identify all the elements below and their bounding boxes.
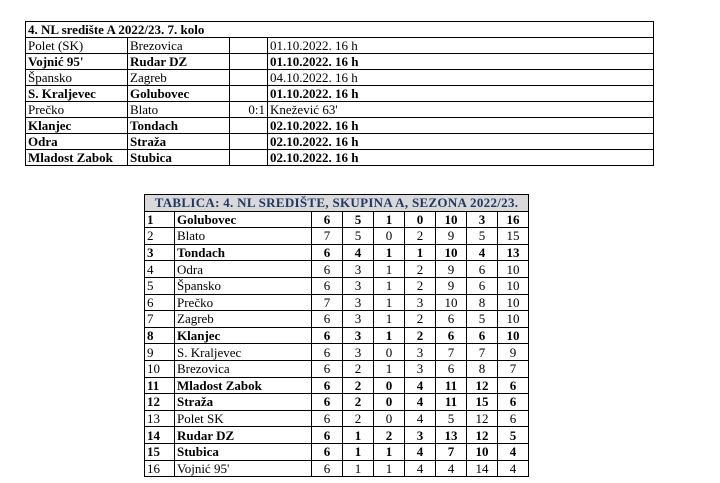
goals-for: 10 xyxy=(436,294,467,311)
home-team: Vojnić 95' xyxy=(26,54,128,70)
result-row xyxy=(26,150,654,166)
goals-for: 6 xyxy=(436,311,467,328)
losses: 4 xyxy=(405,410,436,427)
goals-for: 13 xyxy=(436,427,467,444)
home-team: Klanjec xyxy=(26,118,128,134)
goals-against: 6 xyxy=(467,277,498,294)
losses: 2 xyxy=(405,228,436,245)
wins: 2 xyxy=(343,377,374,394)
goals-against: 4 xyxy=(467,244,498,261)
standings-title-row xyxy=(145,195,529,212)
points: 5 xyxy=(498,427,529,444)
played: 6 xyxy=(312,460,343,477)
match-info: Knežević 63' xyxy=(268,102,654,118)
goals-against: 7 xyxy=(467,344,498,361)
losses: 2 xyxy=(405,327,436,344)
wins: 3 xyxy=(343,327,374,344)
team-name: Brezovica xyxy=(175,360,312,377)
standings-row xyxy=(145,228,529,245)
wins: 1 xyxy=(343,460,374,477)
draws: 0 xyxy=(374,344,405,361)
team-name: Polet SK xyxy=(175,410,312,427)
rank: 10 xyxy=(145,360,175,377)
goals-for: 10 xyxy=(436,211,467,228)
team-name: S. Kraljevec xyxy=(175,344,312,361)
match-score xyxy=(230,86,268,102)
match-score xyxy=(230,150,268,166)
rank: 9 xyxy=(145,344,175,361)
team-name: Zagreb xyxy=(175,311,312,328)
standings-row xyxy=(145,244,529,261)
goals-for: 6 xyxy=(436,327,467,344)
goals-for: 10 xyxy=(436,244,467,261)
away-team: Golubovec xyxy=(128,86,230,102)
losses: 2 xyxy=(405,261,436,278)
draws: 2 xyxy=(374,427,405,444)
wins: 2 xyxy=(343,360,374,377)
points: 10 xyxy=(498,261,529,278)
played: 6 xyxy=(312,277,343,294)
away-team: Zagreb xyxy=(128,70,230,86)
team-name: Tondach xyxy=(175,244,312,261)
goals-for: 6 xyxy=(436,360,467,377)
standings-row xyxy=(145,311,529,328)
wins: 5 xyxy=(343,228,374,245)
standings-row xyxy=(145,427,529,444)
home-team: Polet (SK) xyxy=(26,38,128,54)
played: 6 xyxy=(312,394,343,411)
goals-for: 11 xyxy=(436,377,467,394)
match-score xyxy=(230,70,268,86)
match-score xyxy=(230,38,268,54)
losses: 4 xyxy=(405,443,436,460)
standings-row xyxy=(145,377,529,394)
points: 10 xyxy=(498,277,529,294)
points: 10 xyxy=(498,294,529,311)
goals-for: 9 xyxy=(436,228,467,245)
losses: 2 xyxy=(405,277,436,294)
rank: 3 xyxy=(145,244,175,261)
rank: 4 xyxy=(145,261,175,278)
goals-against: 8 xyxy=(467,360,498,377)
rank: 12 xyxy=(145,394,175,411)
match-info: 01.10.2022. 16 h xyxy=(268,38,654,54)
goals-for: 9 xyxy=(436,277,467,294)
match-info: 01.10.2022. 16 h xyxy=(268,86,654,102)
points: 10 xyxy=(498,327,529,344)
played: 7 xyxy=(312,294,343,311)
goals-for: 11 xyxy=(436,394,467,411)
away-team: Rudar DZ xyxy=(128,54,230,70)
match-score xyxy=(230,54,268,70)
away-team: Blato xyxy=(128,102,230,118)
goals-against: 12 xyxy=(467,427,498,444)
rank: 6 xyxy=(145,294,175,311)
losses: 4 xyxy=(405,394,436,411)
goals-against: 6 xyxy=(467,261,498,278)
points: 15 xyxy=(498,228,529,245)
standings-row xyxy=(145,443,529,460)
played: 6 xyxy=(312,211,343,228)
goals-for: 9 xyxy=(436,261,467,278)
result-row xyxy=(26,86,654,102)
draws: 1 xyxy=(374,294,405,311)
standings-row xyxy=(145,327,529,344)
team-name: Blato xyxy=(175,228,312,245)
draws: 0 xyxy=(374,410,405,427)
rank: 13 xyxy=(145,410,175,427)
played: 6 xyxy=(312,377,343,394)
played: 6 xyxy=(312,261,343,278)
match-info: 02.10.2022. 16 h xyxy=(268,134,654,150)
wins: 2 xyxy=(343,394,374,411)
losses: 3 xyxy=(405,344,436,361)
points: 4 xyxy=(498,460,529,477)
rank: 1 xyxy=(145,211,175,228)
wins: 1 xyxy=(343,427,374,444)
draws: 1 xyxy=(374,261,405,278)
points: 6 xyxy=(498,377,529,394)
home-team: Špansko xyxy=(26,70,128,86)
losses: 3 xyxy=(405,427,436,444)
goals-against: 5 xyxy=(467,228,498,245)
standings-row xyxy=(145,344,529,361)
losses: 0 xyxy=(405,211,436,228)
results-body xyxy=(26,22,654,166)
team-name: Rudar DZ xyxy=(175,427,312,444)
rank: 14 xyxy=(145,427,175,444)
losses: 3 xyxy=(405,360,436,377)
team-name: Golubovec xyxy=(175,211,312,228)
rank: 11 xyxy=(145,377,175,394)
team-name: Mladost Zabok xyxy=(175,377,312,394)
match-info: 01.10.2022. 16 h xyxy=(268,54,654,70)
losses: 3 xyxy=(405,294,436,311)
goals-against: 10 xyxy=(467,443,498,460)
team-name: Stubica xyxy=(175,443,312,460)
draws: 1 xyxy=(374,244,405,261)
standings-row xyxy=(145,277,529,294)
points: 10 xyxy=(498,311,529,328)
played: 6 xyxy=(312,344,343,361)
draws: 1 xyxy=(374,211,405,228)
home-team: S. Kraljevec xyxy=(26,86,128,102)
goals-against: 8 xyxy=(467,294,498,311)
points: 13 xyxy=(498,244,529,261)
draws: 0 xyxy=(374,394,405,411)
home-team: Mladost Zabok xyxy=(26,150,128,166)
rank: 15 xyxy=(145,443,175,460)
played: 6 xyxy=(312,327,343,344)
goals-against: 6 xyxy=(467,327,498,344)
played: 7 xyxy=(312,228,343,245)
standings-row xyxy=(145,410,529,427)
team-name: Prečko xyxy=(175,294,312,311)
standings-row xyxy=(145,294,529,311)
wins: 3 xyxy=(343,294,374,311)
standings-row xyxy=(145,211,529,228)
draws: 1 xyxy=(374,460,405,477)
points: 6 xyxy=(498,410,529,427)
standings-table xyxy=(144,194,529,477)
match-score xyxy=(230,118,268,134)
match-score: 0:1 xyxy=(230,102,268,118)
team-name: Odra xyxy=(175,261,312,278)
match-info: 04.10.2022. 16 h xyxy=(268,70,654,86)
results-title: 4. NL središte A 2022/23. 7. kolo xyxy=(26,22,654,38)
points: 7 xyxy=(498,360,529,377)
losses: 4 xyxy=(405,460,436,477)
results-table xyxy=(25,21,654,166)
team-name: Klanjec xyxy=(175,327,312,344)
result-row xyxy=(26,54,654,70)
points: 16 xyxy=(498,211,529,228)
wins: 5 xyxy=(343,211,374,228)
losses: 1 xyxy=(405,244,436,261)
wins: 4 xyxy=(343,244,374,261)
home-team: Odra xyxy=(26,134,128,150)
away-team: Stubica xyxy=(128,150,230,166)
wins: 1 xyxy=(343,443,374,460)
rank: 8 xyxy=(145,327,175,344)
results-title-row xyxy=(26,22,654,38)
points: 6 xyxy=(498,394,529,411)
result-row xyxy=(26,134,654,150)
played: 6 xyxy=(312,443,343,460)
draws: 1 xyxy=(374,443,405,460)
standings-title: TABLICA: 4. NL SREDIŠTE, SKUPINA A, SEZONA 2022/23. xyxy=(145,195,529,212)
result-row xyxy=(26,70,654,86)
rank: 2 xyxy=(145,228,175,245)
home-team: Prečko xyxy=(26,102,128,118)
played: 6 xyxy=(312,311,343,328)
points: 4 xyxy=(498,443,529,460)
draws: 1 xyxy=(374,277,405,294)
standings-row xyxy=(145,360,529,377)
rank: 5 xyxy=(145,277,175,294)
wins: 2 xyxy=(343,410,374,427)
draws: 1 xyxy=(374,327,405,344)
goals-for: 7 xyxy=(436,443,467,460)
wins: 3 xyxy=(343,311,374,328)
goals-for: 5 xyxy=(436,410,467,427)
goals-for: 4 xyxy=(436,460,467,477)
away-team: Straža xyxy=(128,134,230,150)
rank: 16 xyxy=(145,460,175,477)
standings-row xyxy=(145,261,529,278)
standings-row xyxy=(145,394,529,411)
wins: 3 xyxy=(343,344,374,361)
losses: 2 xyxy=(405,311,436,328)
match-score xyxy=(230,134,268,150)
goals-against: 12 xyxy=(467,377,498,394)
team-name: Straža xyxy=(175,394,312,411)
rank: 7 xyxy=(145,311,175,328)
match-info: 02.10.2022. 16 h xyxy=(268,118,654,134)
result-row xyxy=(26,118,654,134)
draws: 1 xyxy=(374,311,405,328)
played: 6 xyxy=(312,244,343,261)
goals-against: 5 xyxy=(467,311,498,328)
played: 6 xyxy=(312,410,343,427)
result-row xyxy=(26,102,654,118)
played: 6 xyxy=(312,360,343,377)
result-row xyxy=(26,38,654,54)
team-name: Špansko xyxy=(175,277,312,294)
points: 9 xyxy=(498,344,529,361)
goals-against: 14 xyxy=(467,460,498,477)
draws: 1 xyxy=(374,360,405,377)
losses: 4 xyxy=(405,377,436,394)
goals-for: 7 xyxy=(436,344,467,361)
away-team: Tondach xyxy=(128,118,230,134)
standings-row xyxy=(145,460,529,477)
match-info: 02.10.2022. 16 h xyxy=(268,150,654,166)
standings-body xyxy=(145,195,529,477)
draws: 0 xyxy=(374,377,405,394)
team-name: Vojnić 95' xyxy=(175,460,312,477)
goals-against: 15 xyxy=(467,394,498,411)
away-team: Brezovica xyxy=(128,38,230,54)
wins: 3 xyxy=(343,277,374,294)
goals-against: 12 xyxy=(467,410,498,427)
draws: 0 xyxy=(374,228,405,245)
played: 6 xyxy=(312,427,343,444)
wins: 3 xyxy=(343,261,374,278)
goals-against: 3 xyxy=(467,211,498,228)
